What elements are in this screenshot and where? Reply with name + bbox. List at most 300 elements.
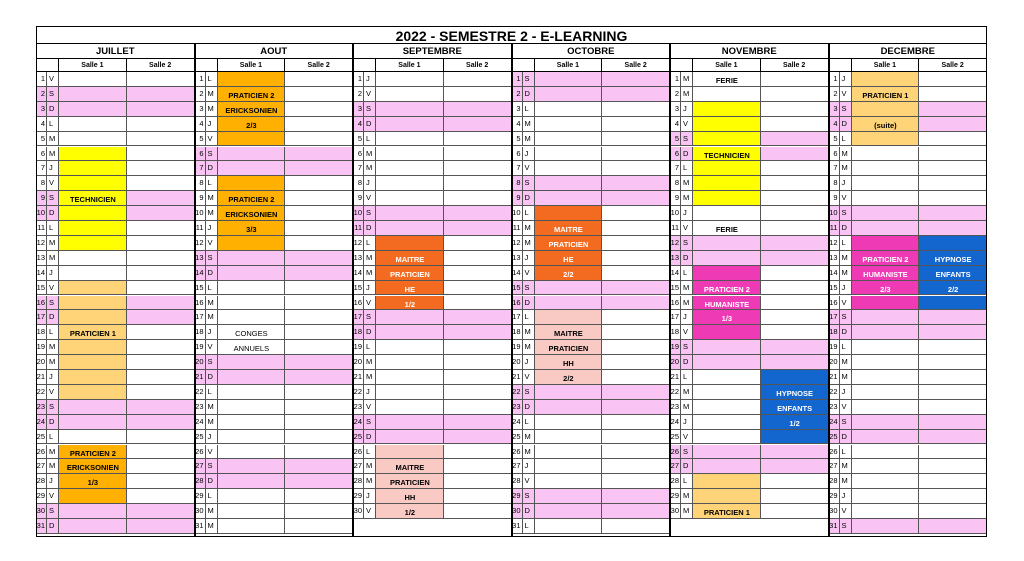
event-label: FERIE (715, 76, 738, 85)
weekday-letter: V (364, 504, 376, 519)
day-number: 30 (36, 504, 47, 519)
weekday-letter: M (206, 310, 218, 325)
weekday-letter: V (840, 400, 852, 415)
room-2-slot (761, 310, 829, 325)
room-1-slot (852, 519, 920, 534)
weekday-letter: V (47, 489, 59, 504)
weekday-letter: V (364, 191, 376, 206)
room-2-slot (761, 459, 829, 474)
room-2-slot (919, 132, 987, 147)
room-1-slot (59, 489, 127, 504)
room-2-slot (761, 102, 829, 117)
room-1-slot (376, 161, 444, 176)
room-2-slot (761, 87, 829, 102)
room-2-slot (285, 355, 353, 370)
weekday-letter: V (840, 191, 852, 206)
weekday-letter: D (206, 266, 218, 281)
room-1-slot (218, 281, 286, 296)
day-number: 28 (36, 474, 47, 489)
day-number: 24 (670, 415, 681, 430)
room-1-slot (535, 206, 603, 221)
room-2-slot (444, 87, 512, 102)
day-number: 2 (353, 87, 364, 102)
room-2-slot (444, 504, 512, 519)
room-1-slot (59, 310, 127, 325)
room-1-slot (535, 132, 603, 147)
room-2-slot (919, 504, 987, 519)
room-1-slot (218, 72, 286, 87)
day-number: 9 (512, 191, 523, 206)
room-1-slot (535, 489, 603, 504)
weekday-letter: S (523, 489, 535, 504)
day-number: 10 (36, 206, 47, 221)
room-1-slot (852, 474, 920, 489)
weekday-letter: V (206, 132, 218, 147)
event-label: MAITRE (554, 225, 583, 234)
room-1-slot (376, 221, 444, 236)
room-2-slot (602, 519, 670, 534)
room-1-slot (852, 72, 920, 87)
day-number: 15 (829, 281, 840, 296)
day-number: 7 (36, 161, 47, 176)
day-number: 17 (512, 310, 523, 325)
day-number: 3 (36, 102, 47, 117)
weekday-letter: M (681, 87, 693, 102)
weekday-letter: S (523, 72, 535, 87)
header-spacer (829, 59, 852, 72)
room-1-slot (535, 445, 603, 460)
day-number: 26 (512, 445, 523, 460)
weekday-letter: M (364, 459, 376, 474)
room-2-slot (127, 340, 195, 355)
event-label: PRATICIEN 2 (69, 448, 116, 458)
event-label: PRATICIEN 2 (862, 254, 909, 264)
weekday-letter: M (681, 400, 693, 415)
day-number: 27 (36, 459, 47, 474)
room-2-slot (919, 400, 987, 415)
room-1-slot (59, 102, 127, 117)
room-1-slot (376, 445, 444, 460)
month-header: JUILLET (36, 44, 195, 59)
day-number: 19 (829, 340, 840, 355)
room-2-slot (444, 102, 512, 117)
room-1-slot (218, 161, 286, 176)
room-2-slot (761, 161, 829, 176)
weekday-letter: S (840, 206, 852, 221)
room-2-slot (919, 415, 987, 430)
day-number: 15 (353, 281, 364, 296)
day-number: 26 (829, 445, 840, 460)
room-1-slot (59, 266, 127, 281)
room-2-slot (761, 474, 829, 489)
weekday-letter: M (681, 281, 693, 296)
day-number: 21 (36, 370, 47, 385)
weekday-letter: S (47, 87, 59, 102)
day-number: 8 (670, 176, 681, 191)
event-label: PRATICIEN 2 (703, 284, 750, 294)
weekday-letter: J (840, 281, 852, 296)
room-2-slot (285, 132, 353, 147)
day-number: 29 (36, 489, 47, 504)
day-number: 6 (829, 147, 840, 162)
day-number: 11 (353, 221, 364, 236)
room-1-slot (852, 340, 920, 355)
weekday-letter: V (681, 430, 693, 445)
event-label: 1/2 (404, 299, 416, 309)
room-1-slot (693, 474, 761, 489)
weekday-letter: D (47, 102, 59, 117)
room-1-slot (693, 370, 761, 385)
room-2-slot (919, 430, 987, 445)
weekday-letter: M (523, 221, 535, 236)
day-number: 13 (670, 251, 681, 266)
weekday-letter: D (523, 191, 535, 206)
room-2-slot (285, 236, 353, 251)
weekday-letter: L (364, 236, 376, 251)
weekday-letter: J (523, 355, 535, 370)
day-number: 30 (670, 504, 681, 519)
room-1-slot (535, 430, 603, 445)
weekday-letter: M (364, 251, 376, 266)
room-2-slot (285, 504, 353, 519)
room-2-slot (602, 445, 670, 460)
day-number: 13 (829, 251, 840, 266)
room-2-slot (444, 430, 512, 445)
day-number: 29 (512, 489, 523, 504)
event-label: 2/2 (947, 284, 959, 294)
weekday-letter: D (840, 325, 852, 340)
room-2-slot (127, 117, 195, 132)
weekday-letter: M (206, 296, 218, 311)
room-header: Salle 1 (852, 59, 920, 72)
weekday-letter: V (364, 87, 376, 102)
room-1-slot (376, 176, 444, 191)
room-1-slot (693, 430, 761, 445)
day-number: 5 (195, 132, 206, 147)
weekday-letter: D (840, 117, 852, 132)
day-number: 23 (512, 400, 523, 415)
room-1-slot (535, 310, 603, 325)
room-2-slot (444, 459, 512, 474)
weekday-letter: M (840, 251, 852, 266)
day-number: 18 (195, 325, 206, 340)
day-number: 22 (670, 385, 681, 400)
day-number: 12 (512, 236, 523, 251)
event-label: 1/2 (404, 508, 416, 518)
room-1-slot (218, 504, 286, 519)
weekday-letter: S (840, 519, 852, 534)
room-2-slot (285, 221, 353, 236)
room-2-slot (127, 474, 195, 489)
room-2-slot (761, 117, 829, 132)
weekday-letter: M (840, 355, 852, 370)
day-number: 13 (36, 251, 47, 266)
weekday-letter: L (206, 385, 218, 400)
day-number: 31 (195, 519, 206, 534)
weekday-letter: V (523, 161, 535, 176)
day-number: 4 (353, 117, 364, 132)
weekday-letter: L (206, 489, 218, 504)
event-label: ANNUELS (233, 344, 270, 354)
room-2-slot (761, 251, 829, 266)
room-2-slot (919, 459, 987, 474)
room-2-slot (761, 236, 829, 251)
room-2-slot (602, 459, 670, 474)
event-label: 1/2 (789, 418, 800, 428)
day-number: 22 (829, 385, 840, 400)
header-spacer (512, 59, 535, 72)
day-number: 16 (36, 296, 47, 311)
room-2-slot (444, 400, 512, 415)
weekday-letter: D (206, 161, 218, 176)
room-1-slot (218, 385, 286, 400)
room-1-slot (535, 504, 603, 519)
room-header: Salle 1 (535, 59, 603, 72)
room-2-slot (285, 385, 353, 400)
room-1-slot (693, 251, 761, 266)
room-1-slot (693, 489, 761, 504)
room-1-slot (376, 415, 444, 430)
weekday-letter: V (523, 474, 535, 489)
day-number: 14 (36, 266, 47, 281)
weekday-letter: J (681, 415, 693, 430)
room-1-slot (852, 489, 920, 504)
weekday-letter: V (47, 72, 59, 87)
day-number: 17 (353, 310, 364, 325)
weekday-letter: M (364, 147, 376, 162)
room-1-slot (376, 400, 444, 415)
day-number: 1 (36, 72, 47, 87)
day-number: 28 (829, 474, 840, 489)
event-label: PRATICIEN 1 (69, 329, 116, 339)
day-number: 11 (670, 221, 681, 236)
day-number: 14 (829, 266, 840, 281)
day-number: 6 (512, 147, 523, 162)
room-1-slot (693, 102, 761, 117)
day-number: 7 (353, 161, 364, 176)
room-2-slot (127, 161, 195, 176)
day-number: 9 (829, 191, 840, 206)
day-number: 20 (353, 355, 364, 370)
day-number: 22 (353, 385, 364, 400)
weekday-letter: V (47, 281, 59, 296)
day-number: 21 (195, 370, 206, 385)
event-label: PRATICIEN (389, 269, 430, 279)
room-2-slot (285, 72, 353, 87)
day-number: 1 (512, 72, 523, 87)
room-2-slot (285, 310, 353, 325)
room-header: Salle 1 (59, 59, 127, 72)
room-2-slot (602, 504, 670, 519)
weekday-letter: M (47, 355, 59, 370)
weekday-letter: M (206, 415, 218, 430)
room-2-slot (285, 87, 353, 102)
room-1-slot (535, 72, 603, 87)
day-number: 8 (353, 176, 364, 191)
weekday-letter: J (206, 325, 218, 340)
room-1-slot (535, 400, 603, 415)
event-label: 1/3 (87, 478, 99, 488)
room-1-slot (852, 400, 920, 415)
weekday-letter: D (364, 221, 376, 236)
day-number: 25 (36, 430, 47, 445)
room-2-slot (444, 176, 512, 191)
room-2-slot (602, 430, 670, 445)
weekday-letter: M (206, 400, 218, 415)
day-number: 4 (829, 117, 840, 132)
room-2-slot (602, 176, 670, 191)
weekday-letter: M (364, 161, 376, 176)
event-label: HUMANISTE (863, 269, 908, 279)
day-number: 5 (512, 132, 523, 147)
room-2-slot (602, 72, 670, 87)
room-1-slot (376, 147, 444, 162)
day-number: 12 (195, 236, 206, 251)
room-header: Salle 2 (285, 59, 353, 72)
day-number: 26 (195, 445, 206, 460)
day-number: 9 (195, 191, 206, 206)
weekday-letter: L (364, 340, 376, 355)
room-2-slot (761, 147, 829, 162)
day-number: 7 (829, 161, 840, 176)
room-1-slot (535, 102, 603, 117)
room-1-slot (218, 296, 286, 311)
month-header: NOVEMBRE (670, 44, 829, 59)
event-label: MAITRE (395, 463, 425, 473)
day-number: 10 (353, 206, 364, 221)
room-1-slot (852, 445, 920, 460)
day-number: 14 (670, 266, 681, 281)
room-1-slot (218, 176, 286, 191)
event-label: HYPNOSE (776, 388, 813, 398)
weekday-letter: M (681, 296, 693, 311)
room-2-slot (444, 489, 512, 504)
day-number: 22 (195, 385, 206, 400)
room-2-slot (444, 310, 512, 325)
weekday-letter: S (681, 445, 693, 460)
room-2-slot (285, 445, 353, 460)
room-header: Salle 2 (127, 59, 195, 72)
day-number: 19 (353, 340, 364, 355)
room-2-slot (919, 489, 987, 504)
event-label: HUMANISTE (704, 299, 750, 309)
weekday-letter: M (206, 519, 218, 534)
room-1-slot (376, 102, 444, 117)
room-2-slot (919, 445, 987, 460)
weekday-letter: L (206, 72, 218, 87)
weekday-letter: L (364, 445, 376, 460)
day-number: 4 (195, 117, 206, 132)
weekday-letter: V (364, 296, 376, 311)
room-2-slot (602, 415, 670, 430)
day-number: 8 (829, 176, 840, 191)
room-1-slot (218, 266, 286, 281)
header-spacer (353, 59, 376, 72)
room-header: Salle 1 (218, 59, 286, 72)
room-1-slot (218, 519, 286, 534)
room-2-slot (761, 72, 829, 87)
room-2-slot (919, 117, 987, 132)
weekday-letter: L (681, 266, 693, 281)
room-1-slot (376, 310, 444, 325)
day-number: 7 (670, 161, 681, 176)
room-2-slot (285, 459, 353, 474)
day-number: 9 (36, 191, 47, 206)
weekday-letter: V (840, 87, 852, 102)
day-number: 10 (195, 206, 206, 221)
day-number: 14 (353, 266, 364, 281)
weekday-letter: J (206, 117, 218, 132)
weekday-letter: D (840, 430, 852, 445)
day-number: 11 (36, 221, 47, 236)
room-2-slot (444, 161, 512, 176)
weekday-letter: V (840, 504, 852, 519)
room-1-slot (59, 340, 127, 355)
room-2-slot (444, 72, 512, 87)
weekday-letter: M (523, 325, 535, 340)
room-2-slot (919, 370, 987, 385)
room-2-slot (919, 102, 987, 117)
weekday-letter: S (47, 296, 59, 311)
day-number: 19 (195, 340, 206, 355)
weekday-letter: M (840, 370, 852, 385)
room-header: Salle 2 (602, 59, 670, 72)
day-number: 17 (829, 310, 840, 325)
room-2-slot (761, 176, 829, 191)
room-2-slot (127, 430, 195, 445)
day-number: 10 (829, 206, 840, 221)
event-label: PRATICIEN (389, 478, 430, 488)
event-label: 3/3 (246, 225, 257, 234)
weekday-letter: D (681, 459, 693, 474)
room-2-slot (285, 281, 353, 296)
day-number: 2 (36, 87, 47, 102)
room-2-slot (285, 176, 353, 191)
room-2-slot (919, 296, 987, 311)
room-2-slot (285, 489, 353, 504)
room-1-slot (59, 236, 127, 251)
day-number: 10 (670, 206, 681, 221)
event-label: HH (404, 493, 416, 503)
day-number: 16 (829, 296, 840, 311)
weekday-letter: J (364, 281, 376, 296)
room-1-slot (376, 87, 444, 102)
day-number: 16 (195, 296, 206, 311)
room-1-slot (693, 266, 761, 281)
day-number: 18 (829, 325, 840, 340)
weekday-letter: L (681, 370, 693, 385)
weekday-letter: L (47, 221, 59, 236)
room-1-slot (535, 87, 603, 102)
room-1-slot (535, 474, 603, 489)
day-number: 26 (353, 445, 364, 460)
room-1-slot (852, 161, 920, 176)
room-1-slot (852, 191, 920, 206)
room-1-slot (535, 147, 603, 162)
day-number: 23 (195, 400, 206, 415)
day-number: 29 (829, 489, 840, 504)
weekday-letter: M (206, 102, 218, 117)
weekday-letter: D (681, 251, 693, 266)
header-spacer (36, 59, 59, 72)
event-label: FERIE (715, 225, 738, 234)
room-2-slot (919, 355, 987, 370)
room-1-slot (59, 296, 127, 311)
room-1-slot (376, 132, 444, 147)
day-number: 3 (829, 102, 840, 117)
room-2-slot (761, 266, 829, 281)
room-1-slot (59, 132, 127, 147)
